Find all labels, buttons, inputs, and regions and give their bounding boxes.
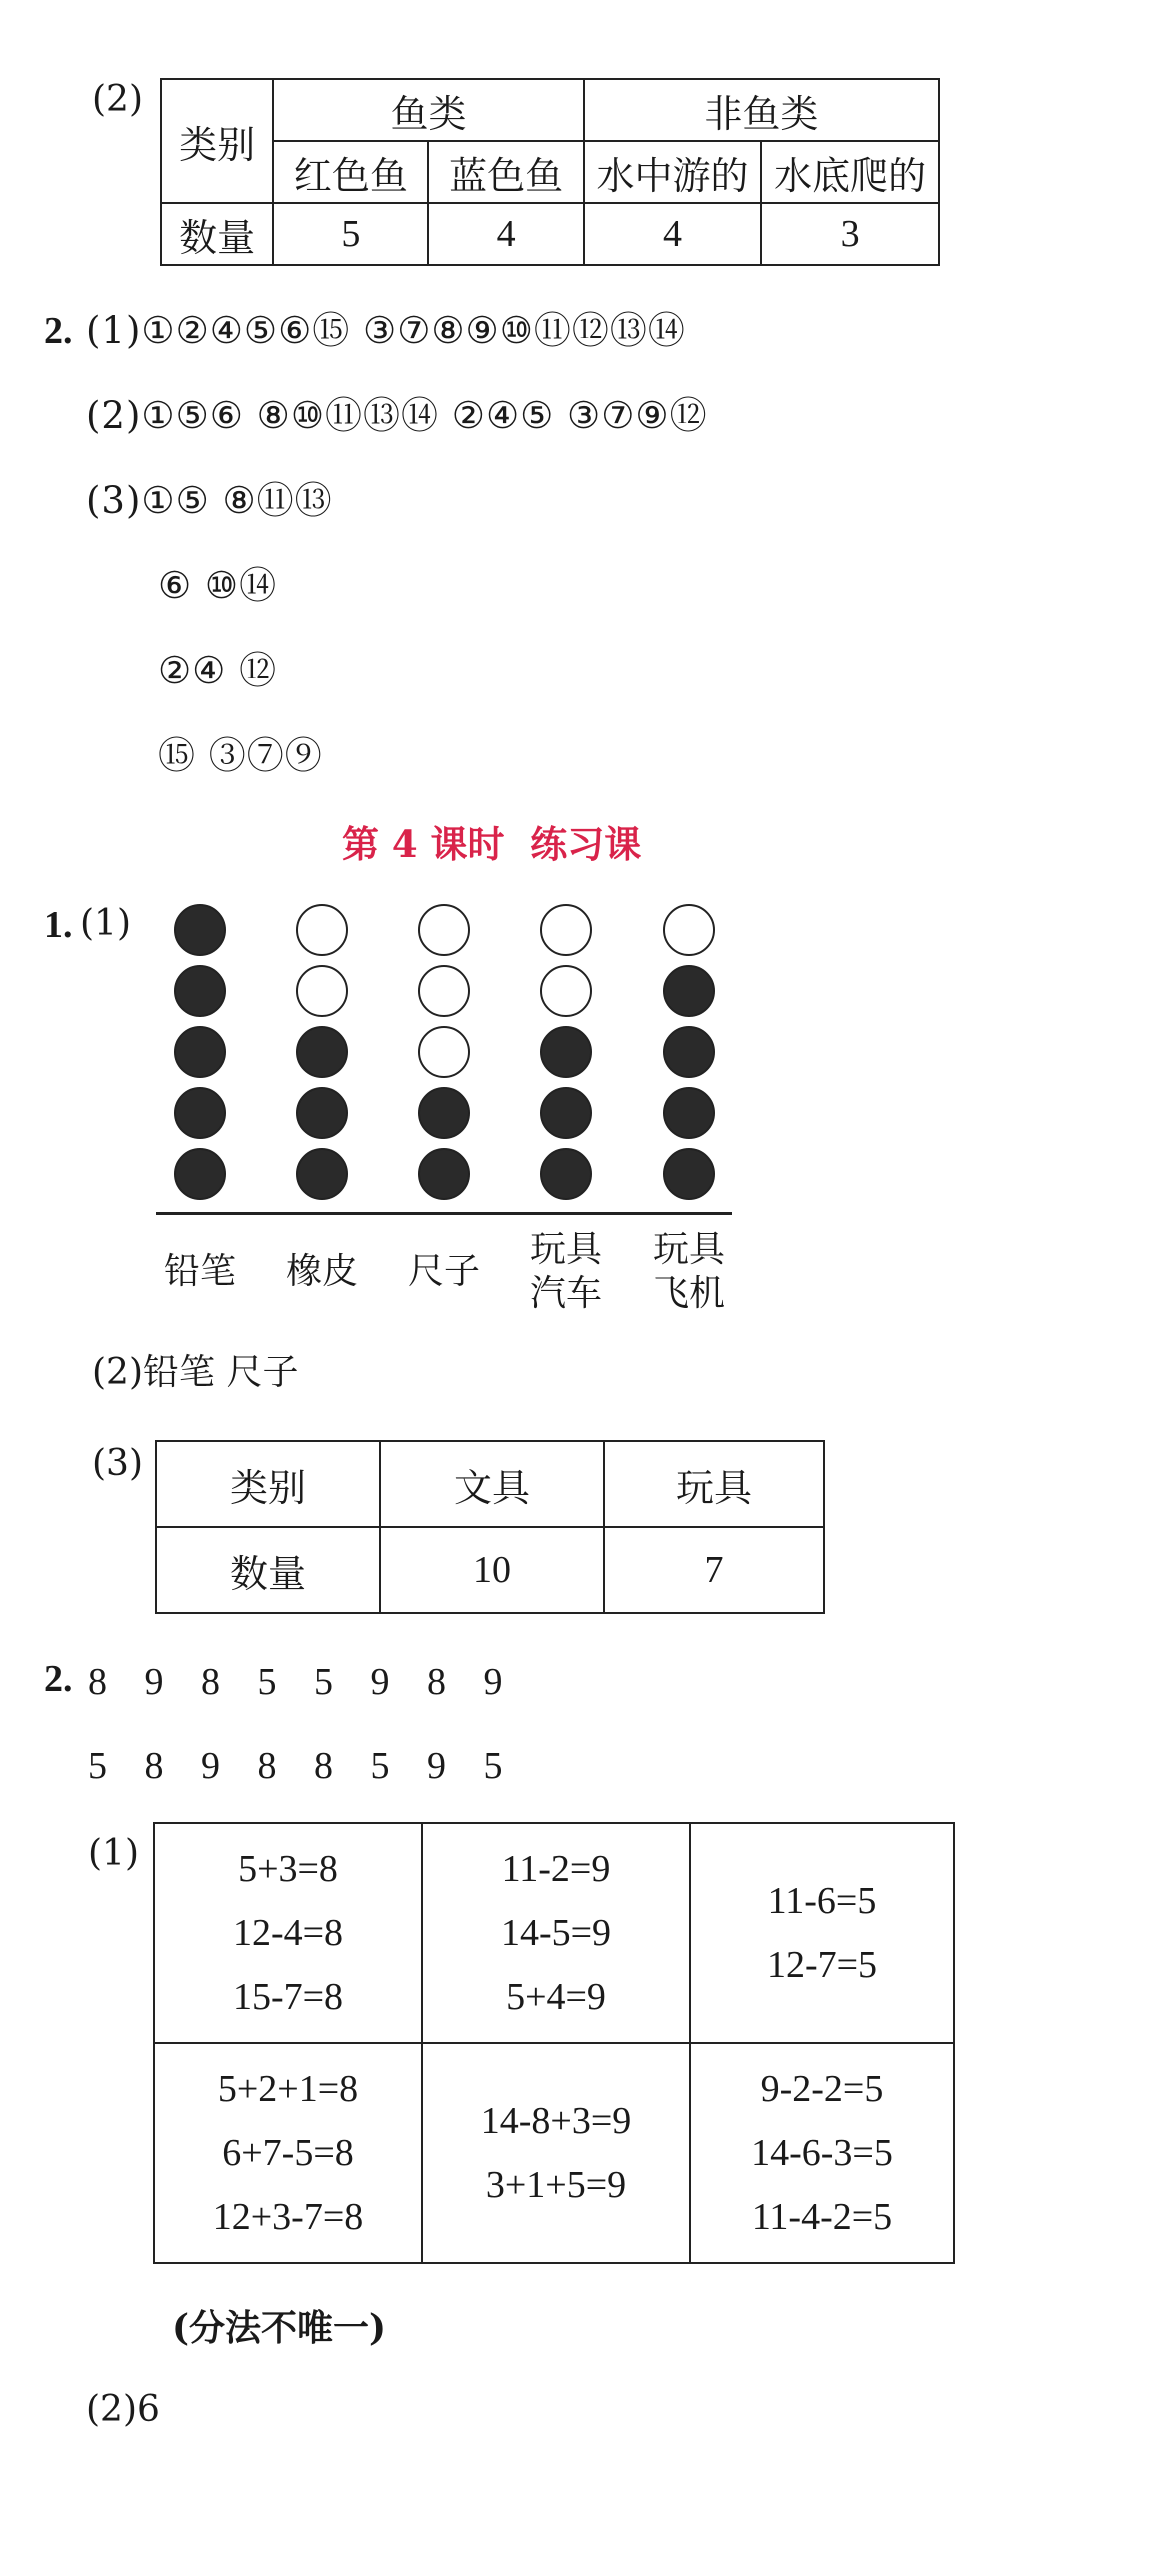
filled-dot (540, 1087, 592, 1139)
grid-cell-9 (422, 1823, 690, 2043)
note: (分法不唯一) (172, 2307, 387, 2349)
category-label-line: 汽车 (529, 1273, 602, 1314)
question-number: 1. (44, 904, 73, 946)
category-label (506, 1228, 626, 1316)
filled-dot (540, 1026, 592, 1078)
row-label: 数量 (161, 203, 273, 265)
stationery-table (155, 1440, 825, 1614)
filled-dot (296, 1026, 348, 1078)
filled-dot (174, 1087, 226, 1139)
group-fish: 鱼类 (273, 79, 583, 141)
grid-cell-8 (154, 1823, 422, 2043)
equation: 14-8+3=9 (480, 2100, 632, 2142)
category-label (384, 1250, 504, 1294)
answer-line: (3)①⑤ ⑧⑪⑬ (86, 479, 333, 522)
category-label-line: 飞机 (652, 1273, 725, 1314)
answer-line: (2)铅笔 尺子 (92, 1352, 299, 1393)
table-header: 类别 (156, 1441, 380, 1527)
chart-baseline (156, 1212, 732, 1215)
sub-label-1: (1) (88, 1833, 139, 1874)
category-label-line: 尺子 (407, 1251, 480, 1292)
empty-dot (296, 965, 348, 1017)
number-row: 8 9 8 5 5 9 8 9 (88, 1661, 503, 1703)
empty-dot (418, 1026, 470, 1078)
sub-header: 水底爬的 (761, 141, 939, 203)
filled-dot (174, 965, 226, 1017)
category-label (262, 1250, 382, 1294)
question-number: 2. (44, 310, 73, 352)
answer-line: ⑥ ⑩⑭ (158, 564, 278, 607)
table-header: 文具 (380, 1441, 604, 1527)
grid-cell-5 (690, 2043, 954, 2263)
table-cell: 10 (380, 1527, 604, 1613)
filled-dot (174, 904, 226, 956)
equation: 3+1+5=9 (485, 2164, 627, 2206)
grid-cell-5 (690, 1823, 954, 2043)
equation: 11-6=5 (767, 1880, 877, 1922)
category-label (629, 1228, 749, 1316)
sub-header: 水中游的 (584, 141, 762, 203)
grid-cell-8 (154, 2043, 422, 2263)
sub-label-1: (1) (80, 903, 131, 944)
fish-table (160, 78, 940, 266)
category-label-line: 玩具 (652, 1229, 725, 1270)
table-cell: 3 (761, 203, 939, 265)
category-label (140, 1250, 260, 1294)
category-label-line: 玩具 (529, 1229, 602, 1270)
row-label: 数量 (156, 1527, 380, 1613)
answer-line: ⑮ ③⑦⑨ (158, 734, 323, 777)
empty-dot (663, 904, 715, 956)
category-label-line: 铅笔 (163, 1251, 236, 1292)
table-header: 玩具 (604, 1441, 824, 1527)
answer-line: (1)①②④⑤⑥⑮ ③⑦⑧⑨⑩⑪⑫⑬⑭ (86, 309, 686, 352)
table-corner: 类别 (161, 79, 273, 203)
group-nonfish: 非鱼类 (584, 79, 939, 141)
table-cell: 7 (604, 1527, 824, 1613)
filled-dot (663, 1148, 715, 1200)
filled-dot (663, 1087, 715, 1139)
filled-dot (663, 965, 715, 1017)
equation: 6+7-5=8 (222, 2132, 354, 2174)
empty-dot (418, 904, 470, 956)
grid-cell-9 (422, 2043, 690, 2263)
equation: 12-4=8 (232, 1912, 344, 1954)
equation: 15-7=8 (232, 1976, 344, 2018)
answer-line: (2)6 (86, 2389, 160, 2430)
filled-dot (174, 1026, 226, 1078)
filled-dot (296, 1087, 348, 1139)
lesson-heading: 第 4 课时 练习课 (342, 822, 642, 866)
equation: 14-6-3=5 (751, 2132, 893, 2174)
table-cell: 4 (428, 203, 583, 265)
empty-dot (418, 965, 470, 1017)
empty-dot (540, 904, 592, 956)
sub-header: 红色鱼 (273, 141, 428, 203)
filled-dot (663, 1026, 715, 1078)
filled-dot (418, 1087, 470, 1139)
sub-label-2: (2) (92, 79, 143, 120)
equation-grid (153, 1822, 955, 2264)
empty-dot (540, 965, 592, 1017)
number-row: 5 8 9 8 8 5 9 5 (88, 1745, 503, 1787)
question-number: 2. (44, 1658, 73, 1700)
table-cell: 5 (273, 203, 428, 265)
equation: 11-4-2=5 (751, 2196, 893, 2238)
equation: 11-2=9 (501, 1848, 611, 1890)
category-label-line: 橡皮 (285, 1251, 358, 1292)
equation: 5+2+1=8 (217, 2068, 359, 2110)
sub-header: 蓝色鱼 (428, 141, 583, 203)
sub-label-3: (3) (92, 1443, 143, 1484)
equation: 5+3=8 (238, 1848, 338, 1890)
empty-dot (296, 904, 348, 956)
answer-line: ②④ ⑫ (158, 649, 278, 692)
table-cell: 4 (584, 203, 762, 265)
filled-dot (540, 1148, 592, 1200)
equation: 12+3-7=8 (212, 2196, 364, 2238)
filled-dot (418, 1148, 470, 1200)
equation: 9-2-2=5 (760, 2068, 884, 2110)
equation: 14-5=9 (500, 1912, 612, 1954)
equation: 5+4=9 (506, 1976, 606, 2018)
filled-dot (174, 1148, 226, 1200)
equation: 12-7=5 (766, 1944, 878, 1986)
answer-line: (2)①⑤⑥ ⑧⑩⑪⑬⑭ ②④⑤ ③⑦⑨⑫ (86, 394, 708, 437)
filled-dot (296, 1148, 348, 1200)
